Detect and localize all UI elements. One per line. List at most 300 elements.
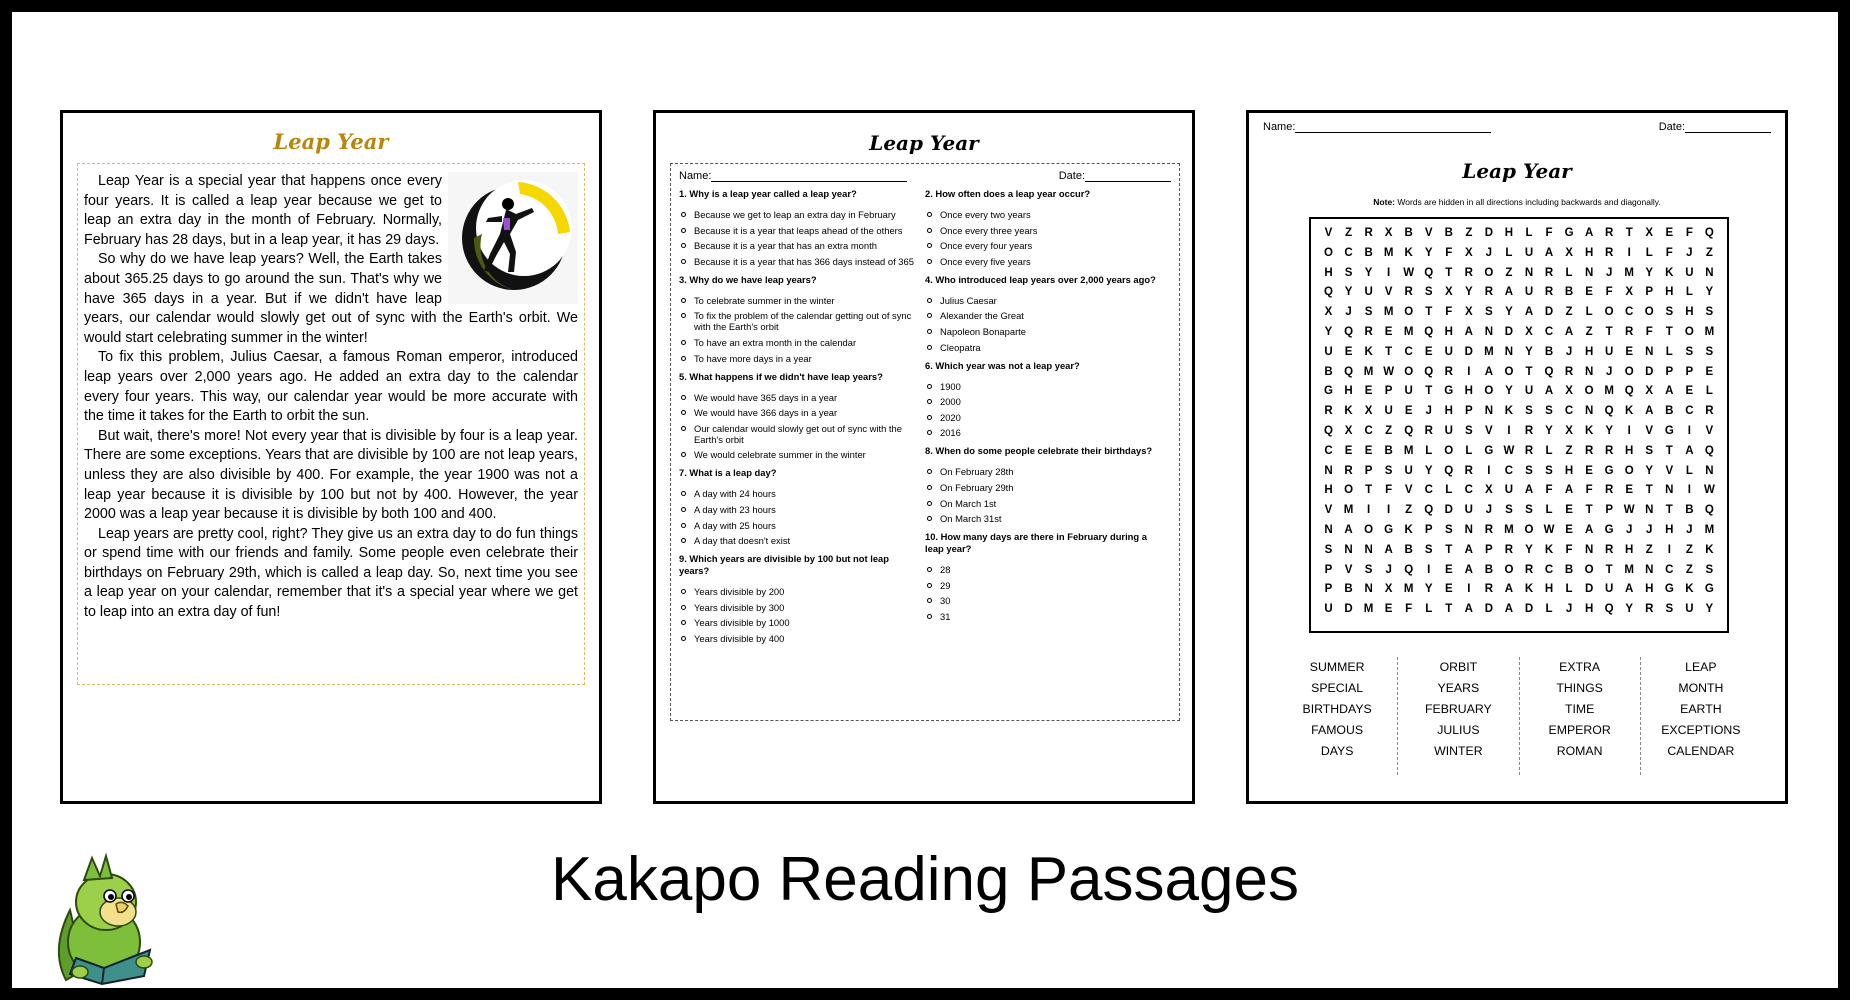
grid-letter[interactable]: T: [1525, 365, 1533, 378]
answer-option[interactable]: [925, 396, 1165, 407]
grid-letter[interactable]: J: [1686, 246, 1693, 259]
radio-circle-icon[interactable]: [681, 491, 686, 496]
grid-letter[interactable]: A: [1584, 227, 1594, 239]
grid-letter[interactable]: Z: [1345, 227, 1353, 239]
grid-letter[interactable]: T: [1385, 345, 1393, 358]
grid-letter[interactable]: E: [1384, 325, 1393, 338]
grid-letter[interactable]: M: [1704, 325, 1715, 338]
grid-letter[interactable]: Q: [1624, 385, 1634, 398]
grid-letter[interactable]: P: [1485, 543, 1493, 556]
grid-letter[interactable]: M: [1403, 325, 1414, 338]
grid-letter[interactable]: K: [1625, 405, 1634, 418]
grid-letter[interactable]: M: [1363, 603, 1374, 616]
grid-letter[interactable]: M: [1383, 246, 1394, 259]
grid-letter[interactable]: M: [1484, 345, 1494, 358]
grid-letter[interactable]: R: [1524, 563, 1534, 576]
grid-letter[interactable]: L: [1685, 286, 1693, 299]
grid-letter[interactable]: U: [1504, 484, 1514, 497]
grid-letter[interactable]: Z: [1685, 543, 1693, 556]
grid-letter[interactable]: H: [1665, 286, 1674, 299]
grid-letter[interactable]: H: [1685, 306, 1694, 319]
grid-letter[interactable]: R: [1404, 286, 1413, 299]
grid-letter[interactable]: D: [1504, 325, 1514, 338]
grid-letter[interactable]: S: [1505, 504, 1513, 517]
grid-letter[interactable]: E: [1585, 464, 1593, 477]
grid-letter[interactable]: D: [1645, 365, 1654, 378]
grid-letter[interactable]: K: [1404, 523, 1413, 536]
grid-letter[interactable]: Y: [1344, 286, 1353, 299]
grid-letter[interactable]: R: [1364, 227, 1373, 239]
radio-circle-icon[interactable]: [681, 298, 686, 303]
grid-letter[interactable]: M: [1704, 523, 1715, 536]
grid-letter[interactable]: O: [1644, 306, 1654, 319]
grid-letter[interactable]: O: [1624, 365, 1634, 378]
grid-letter[interactable]: N: [1484, 325, 1494, 338]
grid-letter[interactable]: H: [1504, 227, 1514, 239]
grid-letter[interactable]: B: [1404, 543, 1413, 556]
grid-letter[interactable]: W: [1543, 523, 1555, 536]
grid-letter[interactable]: I: [1627, 424, 1631, 437]
grid-letter[interactable]: O: [1684, 325, 1694, 338]
answer-option[interactable]: [925, 564, 1165, 575]
grid-letter[interactable]: D: [1544, 306, 1554, 319]
grid-letter[interactable]: N: [1364, 543, 1373, 556]
grid-letter[interactable]: F: [1645, 325, 1653, 338]
grid-letter[interactable]: E: [1625, 484, 1634, 497]
grid-letter[interactable]: R: [1484, 523, 1494, 536]
grid-letter[interactable]: H: [1564, 464, 1574, 477]
grid-letter[interactable]: B: [1564, 286, 1574, 299]
grid-letter[interactable]: V: [1665, 464, 1674, 477]
radio-circle-icon[interactable]: [681, 538, 686, 543]
radio-circle-icon[interactable]: [681, 507, 686, 512]
grid-letter[interactable]: C: [1665, 563, 1674, 576]
grid-letter[interactable]: B: [1344, 583, 1353, 596]
grid-letter[interactable]: Q: [1424, 504, 1434, 517]
grid-letter[interactable]: E: [1585, 286, 1593, 299]
grid-letter[interactable]: U: [1384, 405, 1393, 418]
answer-option[interactable]: [925, 580, 1165, 591]
grid-letter[interactable]: Z: [1705, 246, 1713, 259]
grid-letter[interactable]: F: [1545, 227, 1553, 239]
grid-letter[interactable]: X: [1444, 286, 1453, 299]
answer-option[interactable]: [679, 423, 919, 445]
grid-letter[interactable]: F: [1685, 227, 1693, 239]
grid-letter[interactable]: G: [1484, 444, 1494, 457]
grid-letter[interactable]: B: [1484, 563, 1494, 576]
grid-letter[interactable]: V: [1404, 484, 1413, 497]
grid-letter[interactable]: M: [1624, 563, 1634, 576]
grid-letter[interactable]: O: [1484, 385, 1494, 398]
grid-letter[interactable]: C: [1564, 405, 1574, 418]
radio-circle-icon[interactable]: [927, 399, 932, 404]
grid-letter[interactable]: M: [1343, 504, 1354, 517]
grid-letter[interactable]: K: [1665, 266, 1674, 279]
grid-letter[interactable]: J: [1345, 306, 1352, 319]
grid-letter[interactable]: N: [1705, 464, 1714, 477]
answer-option[interactable]: [679, 602, 919, 613]
answer-option[interactable]: [679, 520, 919, 531]
grid-letter[interactable]: O: [1624, 464, 1634, 477]
answer-option[interactable]: [925, 498, 1165, 509]
grid-letter[interactable]: S: [1464, 424, 1473, 437]
answer-option[interactable]: [925, 240, 1165, 251]
grid-letter[interactable]: T: [1585, 504, 1593, 517]
grid-letter[interactable]: R: [1324, 405, 1333, 418]
grid-letter[interactable]: H: [1584, 246, 1594, 259]
grid-letter[interactable]: A: [1384, 543, 1393, 556]
grid-letter[interactable]: J: [1485, 504, 1493, 517]
grid-letter[interactable]: Y: [1645, 464, 1654, 477]
grid-letter[interactable]: O: [1524, 523, 1534, 536]
grid-letter[interactable]: R: [1605, 484, 1614, 497]
grid-letter[interactable]: E: [1364, 444, 1373, 457]
grid-letter[interactable]: Z: [1505, 266, 1513, 279]
radio-circle-icon[interactable]: [927, 298, 932, 303]
grid-letter[interactable]: J: [1686, 523, 1693, 536]
grid-letter[interactable]: Y: [1645, 266, 1654, 279]
grid-letter[interactable]: G: [1704, 583, 1714, 596]
answer-option[interactable]: [925, 513, 1165, 524]
grid-letter[interactable]: S: [1645, 444, 1654, 457]
grid-letter[interactable]: V: [1485, 424, 1493, 437]
grid-letter[interactable]: S: [1665, 603, 1674, 616]
answer-option[interactable]: [925, 381, 1165, 392]
grid-letter[interactable]: S: [1545, 464, 1553, 477]
radio-circle-icon[interactable]: [927, 501, 932, 506]
grid-letter[interactable]: E: [1705, 365, 1714, 378]
answer-option[interactable]: [925, 310, 1165, 321]
grid-letter[interactable]: Q: [1424, 365, 1434, 378]
grid-letter[interactable]: Y: [1505, 385, 1513, 398]
grid-letter[interactable]: N: [1324, 523, 1333, 536]
grid-letter[interactable]: P: [1605, 504, 1613, 517]
grid-letter[interactable]: Z: [1465, 227, 1473, 239]
grid-letter[interactable]: X: [1364, 405, 1373, 418]
grid-letter[interactable]: S: [1364, 306, 1373, 319]
grid-letter[interactable]: A: [1464, 563, 1473, 576]
grid-letter[interactable]: T: [1445, 603, 1453, 616]
radio-circle-icon[interactable]: [681, 620, 686, 625]
grid-letter[interactable]: Z: [1685, 563, 1693, 576]
grid-letter[interactable]: X: [1324, 306, 1333, 319]
grid-letter[interactable]: O: [1364, 523, 1374, 536]
grid-letter[interactable]: P: [1685, 365, 1694, 378]
grid-letter[interactable]: V: [1384, 286, 1393, 299]
grid-letter[interactable]: N: [1645, 504, 1654, 517]
grid-letter[interactable]: A: [1464, 325, 1473, 338]
grid-letter[interactable]: Q: [1324, 286, 1333, 299]
grid-letter[interactable]: D: [1484, 603, 1494, 616]
grid-letter[interactable]: L: [1545, 603, 1553, 616]
radio-circle-icon[interactable]: [927, 614, 932, 619]
grid-letter[interactable]: O: [1504, 365, 1514, 378]
grid-letter[interactable]: H: [1544, 583, 1554, 596]
grid-letter[interactable]: Q: [1404, 424, 1414, 437]
grid-letter[interactable]: T: [1605, 325, 1613, 338]
grid-letter[interactable]: X: [1645, 227, 1654, 239]
grid-letter[interactable]: G: [1604, 464, 1614, 477]
radio-circle-icon[interactable]: [681, 426, 686, 431]
grid-letter[interactable]: Z: [1385, 424, 1393, 437]
radio-circle-icon[interactable]: [681, 243, 686, 248]
grid-letter[interactable]: R: [1605, 246, 1614, 259]
radio-circle-icon[interactable]: [681, 452, 686, 457]
grid-letter[interactable]: T: [1645, 484, 1653, 497]
grid-letter[interactable]: N: [1504, 345, 1514, 358]
grid-letter[interactable]: U: [1324, 345, 1333, 358]
grid-letter[interactable]: Y: [1464, 286, 1473, 299]
grid-letter[interactable]: N: [1484, 405, 1494, 418]
grid-letter[interactable]: F: [1405, 603, 1413, 616]
grid-letter[interactable]: I: [1467, 583, 1471, 596]
grid-letter[interactable]: X: [1344, 424, 1353, 437]
answer-option[interactable]: [925, 595, 1165, 606]
answer-option[interactable]: [925, 295, 1165, 306]
answer-option[interactable]: [679, 310, 919, 332]
grid-letter[interactable]: I: [1687, 424, 1691, 437]
grid-letter[interactable]: S: [1525, 464, 1533, 477]
radio-circle-icon[interactable]: [927, 469, 932, 474]
grid-letter[interactable]: M: [1403, 583, 1414, 596]
grid-letter[interactable]: J: [1605, 266, 1613, 279]
grid-letter[interactable]: N: [1584, 543, 1594, 556]
grid-letter[interactable]: K: [1544, 543, 1554, 556]
grid-letter[interactable]: Y: [1424, 246, 1433, 259]
grid-letter[interactable]: O: [1324, 246, 1333, 259]
grid-letter[interactable]: E: [1685, 385, 1694, 398]
grid-letter[interactable]: T: [1665, 444, 1673, 457]
answer-option[interactable]: [925, 482, 1165, 493]
radio-circle-icon[interactable]: [681, 313, 686, 318]
answer-option[interactable]: [679, 295, 919, 306]
answer-option[interactable]: [925, 209, 1165, 220]
grid-letter[interactable]: C: [1625, 306, 1634, 319]
radio-circle-icon[interactable]: [927, 259, 932, 264]
grid-letter[interactable]: N: [1705, 266, 1714, 279]
grid-letter[interactable]: N: [1645, 563, 1654, 576]
grid-letter[interactable]: Y: [1525, 345, 1533, 358]
radio-circle-icon[interactable]: [927, 516, 932, 521]
grid-letter[interactable]: U: [1324, 603, 1333, 616]
grid-letter[interactable]: E: [1364, 385, 1373, 398]
grid-letter[interactable]: A: [1685, 444, 1694, 457]
grid-letter[interactable]: N: [1524, 266, 1534, 279]
grid-letter[interactable]: U: [1444, 345, 1453, 358]
grid-letter[interactable]: H: [1584, 345, 1594, 358]
grid-letter[interactable]: B: [1404, 227, 1413, 239]
grid-letter[interactable]: D: [1444, 504, 1453, 517]
grid-letter[interactable]: V: [1324, 504, 1333, 517]
answer-option[interactable]: [679, 617, 919, 628]
grid-letter[interactable]: Y: [1545, 424, 1553, 437]
answer-option[interactable]: [925, 427, 1165, 438]
grid-letter[interactable]: S: [1324, 543, 1333, 556]
grid-letter[interactable]: S: [1545, 405, 1553, 418]
grid-letter[interactable]: T: [1625, 227, 1633, 239]
grid-letter[interactable]: Y: [1424, 464, 1433, 477]
grid-letter[interactable]: K: [1705, 543, 1714, 556]
grid-letter[interactable]: I: [1627, 246, 1631, 259]
grid-letter[interactable]: A: [1544, 385, 1554, 398]
grid-letter[interactable]: L: [1565, 583, 1573, 596]
grid-letter[interactable]: B: [1564, 563, 1574, 576]
grid-letter[interactable]: W: [1403, 266, 1415, 279]
grid-letter[interactable]: S: [1705, 345, 1714, 358]
grid-letter[interactable]: W: [1703, 484, 1715, 497]
radio-circle-icon[interactable]: [927, 415, 932, 420]
radio-circle-icon[interactable]: [681, 340, 686, 345]
radio-circle-icon[interactable]: [681, 636, 686, 641]
grid-letter[interactable]: F: [1445, 246, 1453, 259]
grid-letter[interactable]: E: [1565, 523, 1573, 536]
grid-letter[interactable]: D: [1464, 345, 1473, 358]
grid-letter[interactable]: E: [1444, 583, 1453, 596]
grid-letter[interactable]: E: [1665, 227, 1674, 239]
grid-letter[interactable]: T: [1445, 266, 1453, 279]
grid-letter[interactable]: L: [1585, 306, 1593, 319]
answer-option[interactable]: [925, 342, 1165, 353]
grid-letter[interactable]: Q: [1444, 464, 1454, 477]
answer-option[interactable]: [925, 256, 1165, 267]
grid-letter[interactable]: M: [1383, 306, 1394, 319]
grid-letter[interactable]: F: [1605, 286, 1613, 299]
grid-letter[interactable]: H: [1444, 405, 1453, 418]
grid-letter[interactable]: B: [1384, 444, 1393, 457]
grid-letter[interactable]: R: [1544, 286, 1554, 299]
grid-letter[interactable]: R: [1625, 325, 1634, 338]
answer-option[interactable]: [679, 209, 919, 220]
grid-letter[interactable]: Y: [1705, 286, 1714, 299]
grid-letter[interactable]: X: [1565, 246, 1573, 259]
grid-letter[interactable]: T: [1605, 563, 1613, 576]
grid-letter[interactable]: P: [1324, 563, 1333, 576]
radio-circle-icon[interactable]: [927, 345, 932, 350]
radio-circle-icon[interactable]: [927, 567, 932, 572]
grid-letter[interactable]: K: [1685, 583, 1694, 596]
grid-letter[interactable]: L: [1705, 385, 1713, 398]
grid-letter[interactable]: P: [1364, 464, 1373, 477]
grid-letter[interactable]: L: [1505, 246, 1513, 259]
grid-letter[interactable]: J: [1485, 246, 1493, 259]
grid-letter[interactable]: G: [1384, 523, 1394, 536]
grid-letter[interactable]: I: [1366, 504, 1371, 517]
grid-letter[interactable]: R: [1444, 365, 1453, 378]
grid-letter[interactable]: L: [1545, 504, 1553, 517]
grid-letter[interactable]: A: [1524, 306, 1534, 319]
grid-letter[interactable]: B: [1444, 227, 1453, 239]
grid-letter[interactable]: H: [1665, 523, 1674, 536]
grid-letter[interactable]: A: [1665, 385, 1674, 398]
radio-circle-icon[interactable]: [681, 212, 686, 217]
grid-letter[interactable]: P: [1384, 385, 1393, 398]
grid-letter[interactable]: U: [1364, 286, 1373, 299]
grid-letter[interactable]: Y: [1525, 543, 1533, 556]
grid-letter[interactable]: N: [1584, 365, 1594, 378]
answer-option[interactable]: [679, 633, 919, 644]
grid-letter[interactable]: O: [1504, 563, 1514, 576]
grid-letter[interactable]: P: [1424, 523, 1433, 536]
grid-letter[interactable]: A: [1625, 583, 1634, 596]
grid-letter[interactable]: U: [1685, 603, 1694, 616]
grid-letter[interactable]: E: [1444, 563, 1453, 576]
grid-letter[interactable]: Z: [1645, 543, 1653, 556]
grid-letter[interactable]: Q: [1704, 227, 1714, 239]
grid-letter[interactable]: A: [1524, 484, 1534, 497]
grid-letter[interactable]: U: [1404, 385, 1413, 398]
grid-letter[interactable]: J: [1425, 405, 1432, 418]
grid-letter[interactable]: R: [1605, 543, 1614, 556]
grid-letter[interactable]: H: [1324, 266, 1333, 279]
grid-letter[interactable]: O: [1344, 484, 1354, 497]
grid-letter[interactable]: A: [1564, 484, 1574, 497]
grid-letter[interactable]: R: [1564, 365, 1574, 378]
grid-letter[interactable]: F: [1585, 484, 1593, 497]
grid-letter[interactable]: R: [1605, 444, 1614, 457]
grid-letter[interactable]: R: [1605, 227, 1614, 239]
grid-letter[interactable]: F: [1445, 306, 1453, 319]
grid-letter[interactable]: S: [1665, 306, 1674, 319]
grid-letter[interactable]: O: [1404, 365, 1414, 378]
grid-letter[interactable]: Q: [1344, 325, 1354, 338]
grid-letter[interactable]: O: [1584, 563, 1594, 576]
grid-letter[interactable]: B: [1665, 405, 1674, 418]
grid-letter[interactable]: Q: [1324, 424, 1333, 437]
radio-circle-icon[interactable]: [681, 356, 686, 361]
grid-letter[interactable]: O: [1604, 306, 1614, 319]
grid-letter[interactable]: U: [1524, 385, 1534, 398]
grid-letter[interactable]: V: [1424, 227, 1433, 239]
grid-letter[interactable]: W: [1623, 504, 1635, 517]
grid-letter[interactable]: I: [1387, 266, 1391, 279]
grid-letter[interactable]: S: [1525, 504, 1533, 517]
grid-letter[interactable]: D: [1524, 603, 1534, 616]
grid-letter[interactable]: Y: [1324, 325, 1333, 338]
answer-option[interactable]: [925, 611, 1165, 622]
radio-circle-icon[interactable]: [927, 430, 932, 435]
grid-letter[interactable]: M: [1624, 266, 1634, 279]
grid-letter[interactable]: K: [1404, 246, 1413, 259]
grid-letter[interactable]: S: [1424, 286, 1433, 299]
grid-letter[interactable]: U: [1524, 246, 1534, 259]
radio-circle-icon[interactable]: [681, 395, 686, 400]
grid-letter[interactable]: T: [1365, 484, 1373, 497]
grid-letter[interactable]: O: [1584, 385, 1594, 398]
grid-letter[interactable]: R: [1705, 405, 1714, 418]
grid-letter[interactable]: P: [1645, 286, 1654, 299]
radio-circle-icon[interactable]: [681, 605, 686, 610]
grid-letter[interactable]: U: [1685, 266, 1694, 279]
grid-letter[interactable]: A: [1504, 286, 1514, 299]
grid-letter[interactable]: S: [1485, 306, 1493, 319]
grid-letter[interactable]: U: [1464, 504, 1473, 517]
grid-letter[interactable]: I: [1427, 563, 1431, 576]
answer-option[interactable]: [679, 392, 919, 403]
grid-letter[interactable]: X: [1525, 325, 1533, 338]
radio-circle-icon[interactable]: [927, 384, 932, 389]
grid-letter[interactable]: A: [1544, 246, 1554, 259]
grid-letter[interactable]: R: [1584, 444, 1594, 457]
grid-letter[interactable]: L: [1425, 444, 1433, 457]
grid-letter[interactable]: A: [1504, 583, 1514, 596]
grid-letter[interactable]: V: [1344, 563, 1353, 576]
grid-letter[interactable]: P: [1464, 405, 1473, 418]
grid-letter[interactable]: T: [1665, 325, 1673, 338]
grid-letter[interactable]: N: [1645, 345, 1654, 358]
grid-letter[interactable]: Z: [1565, 444, 1573, 457]
grid-letter[interactable]: L: [1645, 246, 1653, 259]
grid-letter[interactable]: U: [1404, 464, 1413, 477]
